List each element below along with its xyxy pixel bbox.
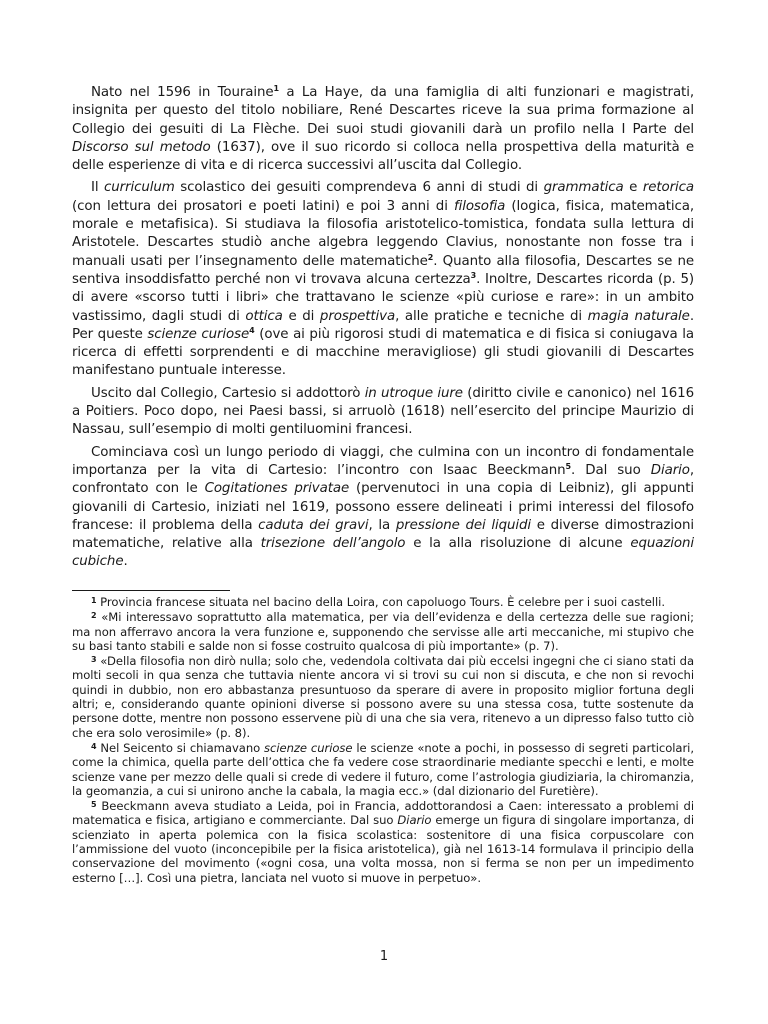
text-span: (con lettura dei prosatori e poeti latini) e poi 3 anni di (72, 198, 454, 214)
text-span: (1637), ove il suo ricordo si colloca nella prospettiva della maturità e delle esperienze di vita e di ricerca successivi all’uscita dal Collegio. (72, 139, 695, 174)
text-span: , confrontato con le (72, 462, 695, 497)
text-span: (ove ai più rigorosi studi di matematica e di fisica si coniugava la ricerca di effetti sorprendenti e di macchine meravigliose) gli studi giovanili di Descartes manifestano puntuale interesse. (72, 326, 694, 379)
footnote-ref[interactable]: 3 (470, 270, 477, 280)
paragraph-3 (72, 385, 694, 440)
italic-term: trisezione dell’angolo (260, 536, 406, 552)
italic-title: Diario (397, 813, 432, 828)
footnote-divider (72, 590, 230, 591)
italic-term: equazioni cubiche (72, 536, 694, 570)
footnote-3 (72, 653, 694, 740)
footnote-text: le scienze «note a pochi, in possesso di segreti particolari, come la chimica, quella parte dell’ottica che fa vedere cose straordinarie mediante specchi e lenti, e molte scienze vane per mezzo delle quali si crede di vedere il futuro, come l’astrologia giudiziaria, la chiromanzia, la geomanzia, a cui si unirono anche la cabala, la magia ecc.» (dal dizionario del Furetière). (72, 740, 694, 798)
italic-term: curriculum (104, 180, 175, 196)
footnote-text: Nel Seicento si chiamavano (100, 740, 265, 755)
text-span: , la (368, 517, 396, 533)
italic-term: pressione dei liquidi (395, 517, 532, 533)
italic-title: Diario (650, 462, 690, 478)
footnote-number: 2 (91, 611, 97, 621)
text-span: e diverse dimostrazioni matematiche, relative alla (72, 517, 695, 552)
text-span: . (123, 554, 128, 570)
footnote-number: 1 (91, 596, 97, 605)
main-text (72, 84, 694, 576)
paragraph-4 (72, 444, 694, 572)
text-span: (pervenutoci in una copia di Leibniz), gli appunti giovanili di Cartesio, iniziati nel 1619, possono essere delineati i primi interessi del filosofo francese: il problema della (72, 481, 694, 533)
text-span: (diritto civile e canonico) nel 1616 a Poitiers. Poco dopo, nei Paesi bassi, si arruolò (1618) nell’esercito del principe Maurizio di Nassau, sull’esempio di molti gentiluomini francesi. (72, 385, 694, 438)
footnote-5 (72, 798, 694, 885)
footnote-2 (72, 609, 694, 653)
text-span: . Quanto alla filosofia, Descartes se ne sentiva insoddisfatto perché non vi trovava alcuna certezza (72, 253, 694, 287)
text-span: Uscito dal Collegio, Cartesio si addottorò (91, 385, 365, 401)
text-span: . Inoltre, Descartes ricorda (p. 5) di avere «scorso tutti i libri» che trattavano le scienze «più curiose e rare»: in un ambito vastissimo, dagli studi di (72, 271, 694, 324)
text-span: Il (91, 180, 105, 196)
text-span: scolastico dei gesuiti comprendeva 6 anni di studi di (174, 180, 544, 196)
footnote-number: 3 (91, 655, 97, 665)
italic-term: magia naturale (587, 308, 690, 324)
footnote-number: 5 (91, 800, 97, 810)
text-span: . Dal suo (570, 462, 651, 478)
italic-term: retorica (642, 180, 695, 196)
paragraph-1 (72, 84, 694, 175)
italic-term: grammatica (543, 180, 624, 196)
italic-term: in utroque iure (364, 385, 463, 401)
footnote-4 (72, 740, 694, 798)
italic-title: Discorso sul metodo (72, 139, 211, 155)
footnote-number: 4 (91, 741, 97, 751)
italic-term: filosofia (453, 198, 506, 214)
italic-term: ottica (245, 308, 283, 324)
footnote-ref[interactable]: 2 (427, 252, 434, 262)
footnote-ref[interactable]: 1 (273, 84, 279, 93)
paragraph-2 (72, 179, 694, 380)
footnote-text: «Della filosofia non dirò nulla; solo che, vedendola coltivata dai più eccelsi ingegni che ci siano stati da molti secoli in qua senza che tuttavia niente ancora vi si trovi su cui non si discuta, e che non si revochi quindi in dubbio, non ero abbastanza presuntuoso da sperare di avere in proposito miglior fortuna degli altri; e, considerando quante opinioni diverse si possono avere su una stessa cosa, tutte sostenute da persone dotte, mentre non possono esservene più di una che sia vera, ritenevo a un dipresso falso tutto ciò che era solo verosimile» (p. 8). (72, 654, 694, 740)
footnote-text: «Mi interessavo soprattutto alla matematica, per via dell’evidenza e della certezza delle sue ragioni; ma non afferravo ancora la vera funzione e, supponendo che servisse alle arti meccaniche, mi stupivo che su basi tanto stabili e salde non si fosse costruito qualcosa di più importante» (p. 7). (72, 610, 695, 653)
text-span: Nato nel 1596 in Touraine (91, 85, 274, 100)
footnote-ref[interactable]: 5 (565, 461, 571, 471)
text-span: Cominciava così un lungo periodo di viaggi, che culmina con un incontro di fondamentale importanza per la vita di Cartesio: l’incontro con Isaac Beeckmann (72, 444, 694, 478)
italic-title: Cogitationes privatae (204, 481, 350, 497)
footnote-1 (72, 594, 694, 609)
footnotes (72, 594, 694, 885)
footnote-text: Beeckmann aveva studiato a Leida, poi in Francia, addottorandosi a Caen: interessato a problemi di matematica e fisica, artigiano e commerciante. Dal suo (72, 799, 694, 828)
page-number: 1 (379, 949, 389, 964)
footnote-text: Provincia francese situata nel bacino della Loira, con capoluogo Tours. È celebre per i suoi castelli. (100, 595, 665, 609)
text-span: e la alla risoluzione di alcune (405, 536, 631, 552)
italic-term: caduta dei gravi (258, 517, 369, 533)
text-span: (logica, fisica, matematica, morale e metafisica). Si studiava la filosofia aristotelico-tomistica, fondata sulla lettura di Aristotele. Descartes studiò anche algebra leggendo Clavius, nonostante non fosse tra i manuali usati per l’insegnamento delle matematiche (72, 198, 694, 269)
italic-term: scienze curiose (264, 740, 353, 755)
italic-term: prospettiva (319, 308, 396, 324)
text-span: a La Haye, da una famiglia di alti funzionari e magistrati, insignita per questo del titolo nobiliare, René Descartes riceve la sua prima formazione al Collegio dei gesuiti di La Flèche. Dei suoi studi giovanili darà un profilo nella I Parte del (72, 85, 694, 137)
text-span: e (623, 180, 643, 196)
footnote-text: emerge un figura di singolare importanza, di scienziato in aperta polemica con la fisica scolastica: sostenitore di una fisica corpuscolare con l’ammissione del vuoto (inconcepibile per la fisica aristotelica), già nel 1613-14 formulava il principio della conservazione del movimento («ogni cosa, una volta mossa, non si ferma se non per un impedimento esterno […]. Così una pietra, lanciata nel vuoto si muove in perpetuo». (72, 813, 695, 885)
footnote-ref[interactable]: 4 (249, 325, 255, 335)
text-span: . Per queste (72, 308, 694, 342)
text-span: , alle pratiche e tecniche di (395, 308, 588, 324)
italic-term: scienze curiose (147, 326, 250, 342)
text-span: e di (282, 308, 320, 324)
